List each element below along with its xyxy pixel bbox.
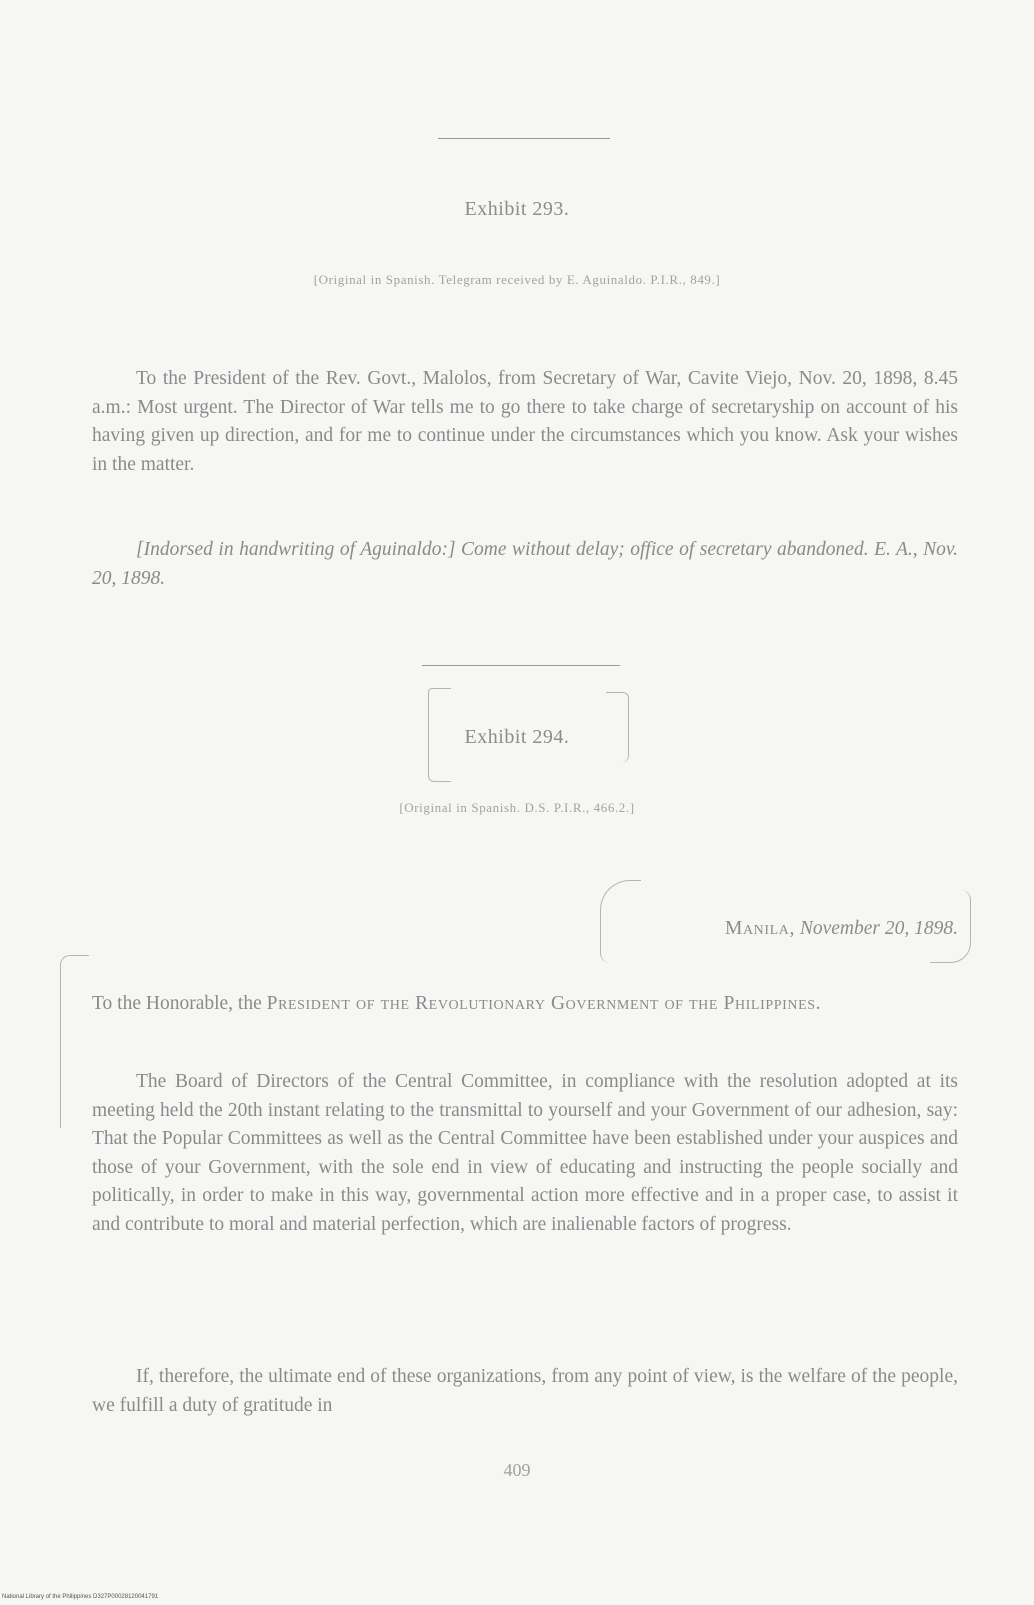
exhibit-293-heading: Exhibit 293. [464,198,570,220]
page-number: 409 [503,1460,531,1480]
address-title: President of the Revolutionary Government of the Philippines. [266,993,822,1014]
exhibit-293-telegram-body: To the President of the Rev. Govt., Malolos, from Secretary of War, Cavite Viejo, Nov. 20, 1898, 8.45 a.m.: Most urgent. The Director of War tells me to go there to take charge of secretaryship on account of his having given up direction, and for me to continue under the circumstances which you know. Ask your wishes in the matter. [92,368,958,475]
letter-dateline [560,918,958,940]
letter-paragraph-1: The Board of Directors of the Central Committee, in compliance with the resolution adopted at its meeting held the 20th instant relating to the transmittal to yourself and your Government of our adhesion, say: That the Popular Committees as well as the Central Committee have been established under your auspices and those of your Government, with the sole end in view of educating and instructing the people socially and politically, in order to make in this way, governmental action more effective and in a proper case, to assist it and contribute to moral and material perfection, which are inalienable factors of progress. [92,1071,958,1235]
archive-footer: National Library of the Philippines D327P00028120041791 [2,1594,159,1600]
letter-paragraph-2: If, therefore, the ultimate end of these organizations, from any point of view, is the welfare of the people, we fulfill a duty of gratitude in [92,1366,958,1416]
top-separator-rule [438,138,610,139]
letter-address [92,990,1002,1018]
dateline-place: Manila, [725,918,795,939]
exhibit-293-source-note: [Original in Spanish. Telegram received by E. Aguinaldo. P.I.R., 849.] [313,272,721,287]
exhibit-294-heading: Exhibit 294. [464,726,570,748]
middle-separator-rule [422,665,620,666]
pencil-bracket-margin [60,955,89,1128]
exhibit-293-endorsement: [Indorsed in handwriting of Aguinaldo:] Come without delay; office of secretary abandoned. E. A., Nov. 20, 1898. [92,539,958,589]
address-prefix: To the Honorable, the [92,993,262,1014]
dateline-date: November 20, 1898. [799,918,958,939]
exhibit-294-source-note: [Original in Spanish. D.S. P.I.R., 466.2.] [399,800,635,815]
